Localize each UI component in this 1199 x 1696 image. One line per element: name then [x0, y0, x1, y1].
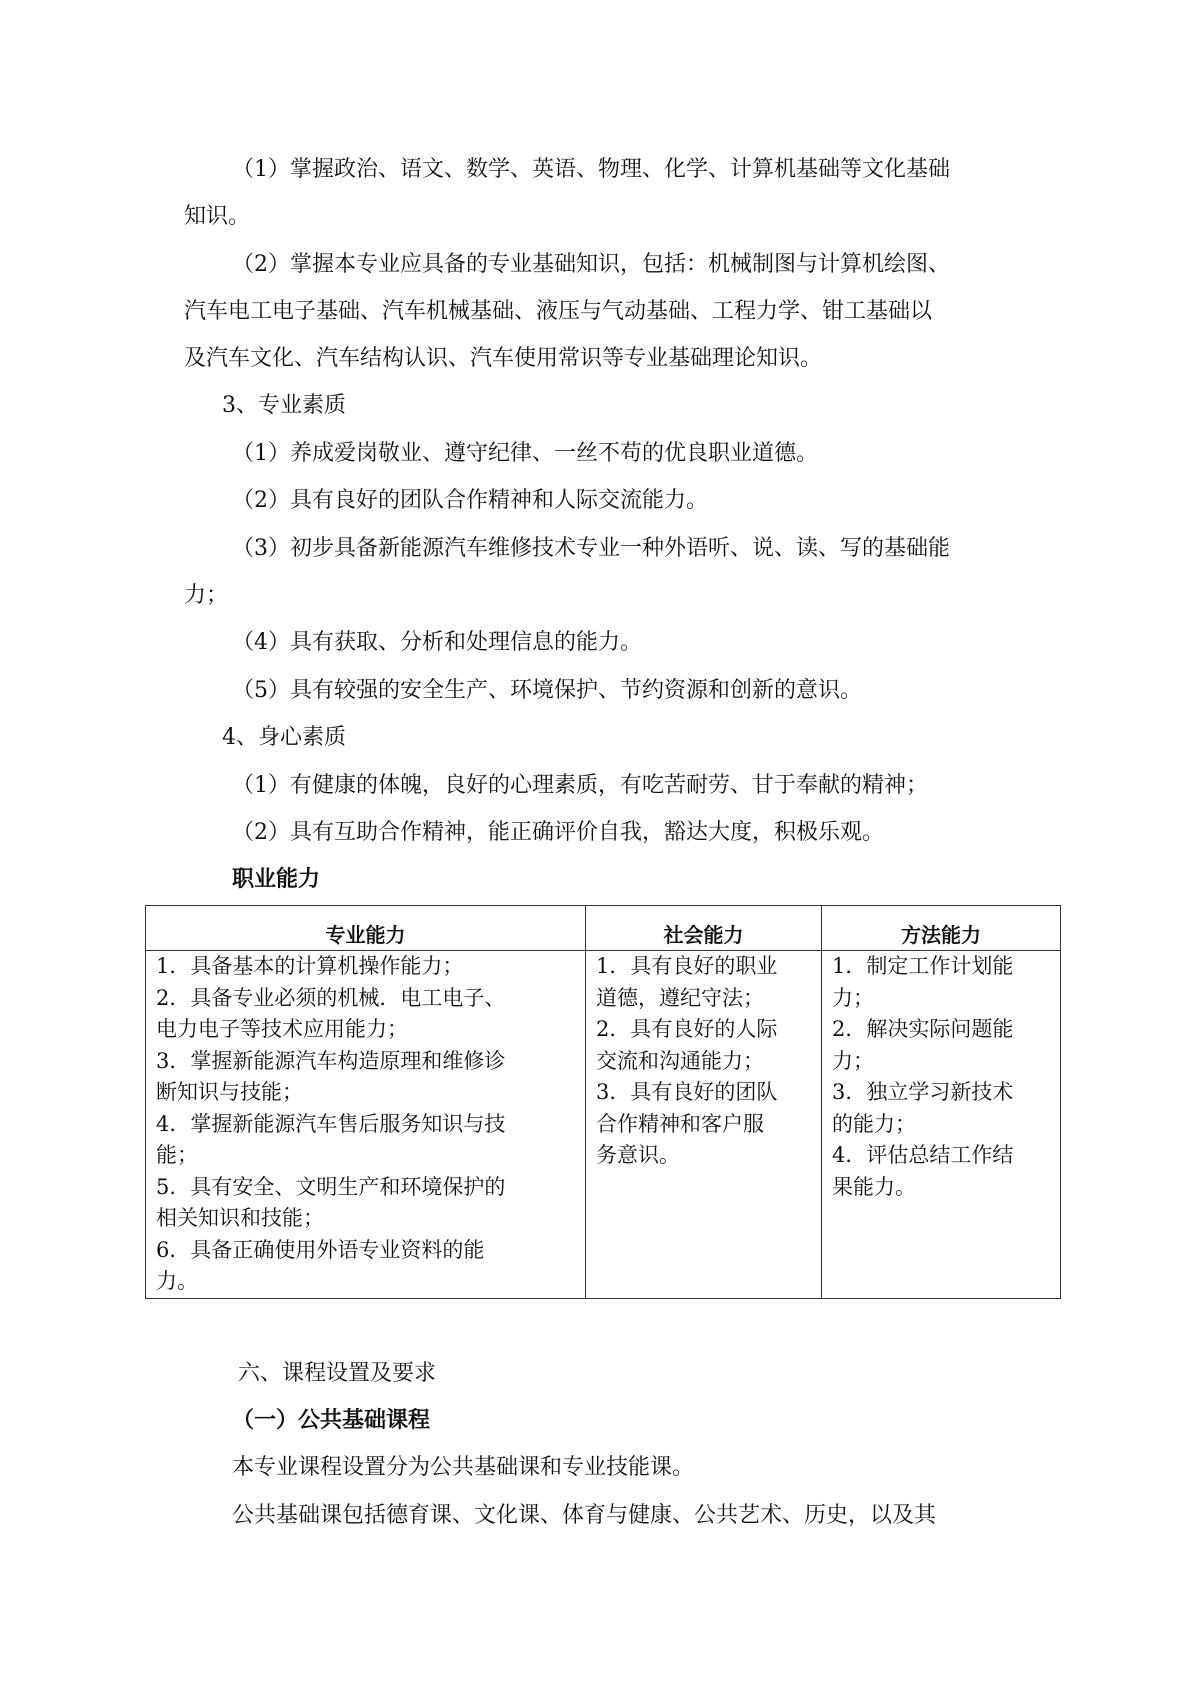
- paragraph-line: （4）具有获取、分析和处理信息的能力。: [232, 630, 642, 655]
- cell-line: 3．独立学习新技术: [832, 1080, 1014, 1104]
- cell-line: 断知识与技能；: [156, 1080, 303, 1104]
- cell-line: 1．制定工作计划能: [832, 954, 1014, 978]
- cell-line: 交流和沟通能力；: [596, 1048, 764, 1073]
- cell-line: 4．掌握新能源汽车售后服务知识与技: [156, 1111, 506, 1136]
- table-body-row: [146, 951, 1061, 1299]
- header-social-ability: 社会能力: [586, 906, 822, 951]
- cell-line: 1．具备基本的计算机操作能力；: [156, 954, 464, 978]
- paragraph-line: 本专业课程设置分为公共基础课和专业技能课。: [232, 1455, 695, 1480]
- section-heading: 六、课程设置及要求: [238, 1361, 437, 1386]
- subheading-physical-mental-quality: 4、身心素质: [222, 725, 346, 750]
- paragraph-line: （1）掌握政治、语文、数学、英语、物理、化学、计算机基础等文化基础: [232, 157, 950, 182]
- cell-line: 相关知识和技能；: [156, 1206, 324, 1230]
- paragraph-line: （2）具有互助合作精神，能正确评价自我，豁达大度，积极乐观。: [232, 820, 884, 845]
- table-header-row: [146, 906, 1061, 951]
- cell-line: 能；: [156, 1143, 198, 1167]
- table-title: 职业能力: [232, 867, 321, 892]
- cell-line: 务意识。: [596, 1143, 680, 1167]
- cell-line: 2．具备专业必须的机械．电工电子、: [156, 985, 506, 1010]
- paragraph-line: （5）具有较强的安全生产、环境保护、节约资源和创新的意识。: [232, 678, 862, 703]
- ability-table: [145, 905, 1061, 1299]
- header-method-ability: 方法能力: [822, 906, 1061, 951]
- paragraph-line: （1）有健康的体魄，良好的心理素质，有吃苦耐劳、甘于奉献的精神；: [232, 773, 928, 798]
- cell-line: 6．具备正确使用外语专业资料的能: [156, 1237, 485, 1262]
- cell-line: 3．掌握新能源汽车构造原理和维修诊: [156, 1048, 506, 1073]
- cell-line: 电力电子等技术应用能力；: [156, 1017, 408, 1041]
- professional-ability-cell: [146, 951, 586, 1299]
- cell-line: 1．具有良好的职业: [596, 954, 778, 978]
- paragraph-line: 知识。: [184, 204, 251, 229]
- method-ability-cell: [822, 951, 1061, 1299]
- subheading-professional-quality: 3、专业素质: [222, 393, 346, 418]
- cell-line: 力。: [156, 1269, 198, 1293]
- cell-line: 4．评估总结工作结: [832, 1143, 1014, 1167]
- cell-line: 道德，遵纪守法；: [596, 985, 764, 1010]
- paragraph-line: 力；: [184, 583, 229, 608]
- cell-line: 3．具有良好的团队: [596, 1080, 778, 1104]
- cell-line: 5．具有安全、文明生产和环境保护的: [156, 1174, 506, 1199]
- paragraph-line: （3）初步具备新能源汽车维修技术专业一种外语听、说、读、写的基础能: [232, 536, 950, 561]
- paragraph-line: 及汽车文化、汽车结构认识、汽车使用常识等专业基础理论知识。: [184, 346, 823, 371]
- cell-line: 2．具有良好的人际: [596, 1017, 778, 1041]
- cell-line: 力；: [832, 1048, 874, 1073]
- subsection-heading: （一）公共基础课程: [232, 1408, 431, 1433]
- cell-line: 果能力。: [832, 1174, 916, 1199]
- paragraph-line: （2）具有良好的团队合作精神和人际交流能力。: [232, 488, 708, 513]
- cell-line: 2．解决实际问题能: [832, 1017, 1014, 1041]
- paragraph-line: 公共基础课包括德育课、文化课、体育与健康、公共艺术、历史，以及其: [232, 1503, 937, 1528]
- cell-line: 的能力；: [832, 1111, 916, 1136]
- paragraph-line: 汽车电工电子基础、汽车机械基础、液压与气动基础、工程力学、钳工基础以: [184, 299, 933, 324]
- paragraph-line: （2）掌握本专业应具备的专业基础知识，包括：机械制图与计算机绘图、: [232, 252, 950, 277]
- paragraph-line: （1）养成爱岗敬业、遵守纪律、一丝不苟的优良职业道德。: [232, 441, 818, 466]
- header-professional-ability: 专业能力: [146, 906, 586, 951]
- cell-line: 力；: [832, 985, 874, 1010]
- social-ability-cell: [586, 951, 822, 1299]
- cell-line: 合作精神和客户服: [596, 1111, 764, 1136]
